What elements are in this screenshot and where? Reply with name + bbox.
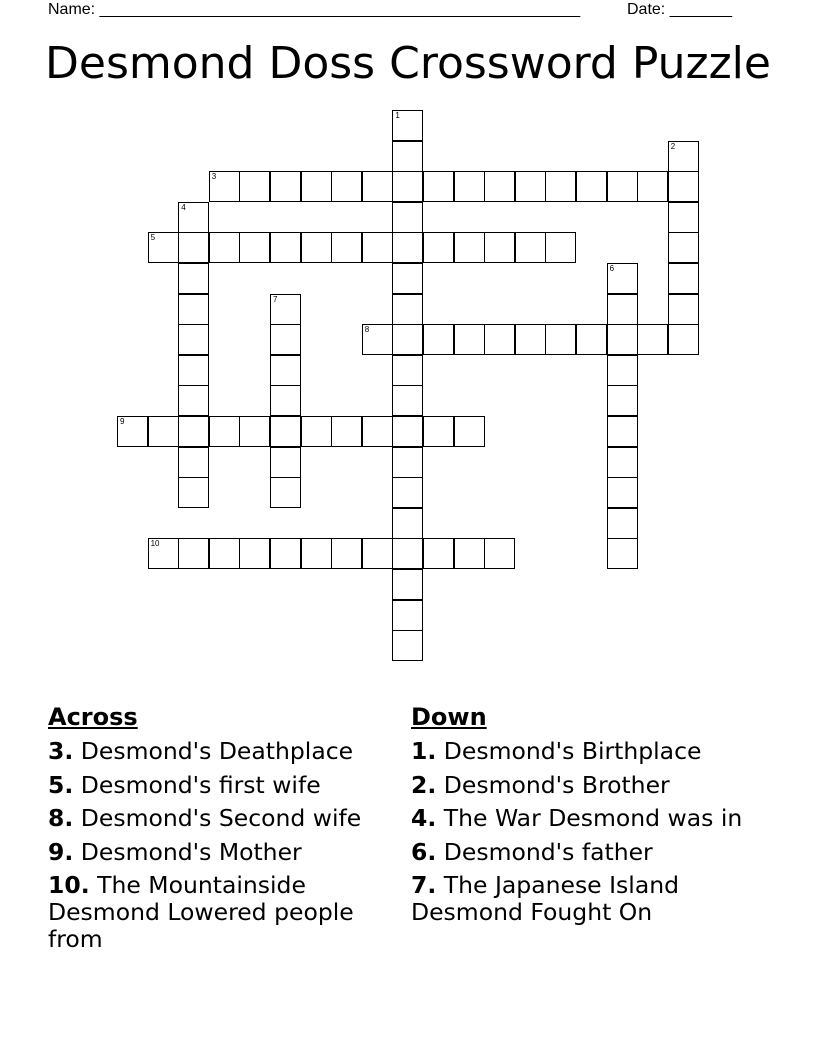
grid-cell[interactable] bbox=[392, 110, 423, 141]
grid-cell[interactable] bbox=[148, 416, 179, 447]
grid-cell[interactable] bbox=[178, 447, 209, 478]
grid-cell[interactable] bbox=[301, 232, 332, 263]
grid-cell[interactable] bbox=[270, 355, 301, 386]
grid-cell[interactable] bbox=[607, 385, 638, 416]
clue-number: 7. bbox=[411, 871, 437, 899]
grid-cell[interactable] bbox=[270, 538, 301, 569]
grid-cell[interactable] bbox=[392, 141, 423, 172]
grid-cell[interactable] bbox=[239, 416, 270, 447]
clue-number: 8. bbox=[48, 804, 74, 832]
grid-cell[interactable] bbox=[392, 202, 423, 233]
grid-cell[interactable] bbox=[607, 538, 638, 569]
grid-cell[interactable] bbox=[545, 324, 576, 355]
grid-cell[interactable] bbox=[362, 538, 393, 569]
grid-cell[interactable] bbox=[454, 324, 485, 355]
grid-cell[interactable] bbox=[392, 171, 423, 202]
grid-cell[interactable] bbox=[270, 477, 301, 508]
grid-cell[interactable] bbox=[362, 232, 393, 263]
grid-cell[interactable] bbox=[392, 263, 423, 294]
clue-text: The Japanese Island Desmond Fought On bbox=[411, 871, 680, 926]
clue-text: Desmond's Brother bbox=[443, 770, 670, 799]
grid-cell[interactable] bbox=[148, 232, 179, 263]
grid-cell[interactable] bbox=[423, 538, 454, 569]
grid-cell[interactable] bbox=[515, 232, 546, 263]
grid-cell[interactable] bbox=[515, 171, 546, 202]
grid-cell[interactable] bbox=[454, 416, 485, 447]
across-clue bbox=[48, 738, 388, 765]
clue-number-label: 1 bbox=[395, 111, 400, 120]
grid-cell[interactable] bbox=[392, 294, 423, 325]
grid-cell[interactable] bbox=[209, 416, 240, 447]
clue-number-label: 10 bbox=[150, 539, 160, 549]
grid-cell[interactable] bbox=[637, 324, 668, 355]
grid-cell[interactable] bbox=[270, 232, 301, 263]
grid-cell[interactable] bbox=[545, 171, 576, 202]
grid-cell[interactable] bbox=[392, 569, 423, 600]
grid-cell[interactable] bbox=[576, 171, 607, 202]
down-clue bbox=[411, 805, 751, 832]
grid-cell[interactable] bbox=[270, 171, 301, 202]
grid-cell[interactable] bbox=[607, 508, 638, 539]
clue-number: 4. bbox=[411, 804, 437, 832]
clue-number: 10. bbox=[48, 871, 90, 899]
grid-cell[interactable] bbox=[576, 324, 607, 355]
grid-cell[interactable] bbox=[178, 416, 209, 447]
grid-cell[interactable] bbox=[392, 385, 423, 416]
grid-cell[interactable] bbox=[178, 385, 209, 416]
grid-cell[interactable] bbox=[454, 538, 485, 569]
grid-cell[interactable] bbox=[392, 355, 423, 386]
grid-cell[interactable] bbox=[331, 232, 362, 263]
grid-cell[interactable] bbox=[607, 355, 638, 386]
grid-cell[interactable] bbox=[362, 171, 393, 202]
grid-cell[interactable] bbox=[545, 232, 576, 263]
grid-cell[interactable] bbox=[668, 263, 699, 294]
grid-cell[interactable] bbox=[178, 232, 209, 263]
clue-text: Desmond's father bbox=[443, 837, 653, 866]
grid-cell[interactable] bbox=[392, 600, 423, 631]
grid-cell[interactable] bbox=[178, 263, 209, 294]
grid-cell[interactable] bbox=[454, 232, 485, 263]
grid-cell[interactable] bbox=[515, 324, 546, 355]
across-clue bbox=[48, 805, 388, 832]
grid-cell[interactable] bbox=[301, 171, 332, 202]
grid-cell[interactable] bbox=[607, 447, 638, 478]
grid-cell[interactable] bbox=[607, 416, 638, 447]
grid-cell[interactable] bbox=[148, 538, 179, 569]
grid-cell[interactable] bbox=[239, 538, 270, 569]
grid-cell[interactable] bbox=[178, 294, 209, 325]
across-clue bbox=[48, 839, 388, 866]
grid-cell[interactable] bbox=[668, 324, 699, 355]
clue-number-label: 9 bbox=[120, 417, 125, 426]
clue-number-label: 4 bbox=[181, 202, 186, 212]
across-clue bbox=[48, 872, 388, 953]
grid-cell[interactable] bbox=[392, 477, 423, 508]
grid-cell[interactable] bbox=[331, 416, 362, 447]
clue-text: Desmond's Deathplace bbox=[80, 737, 354, 765]
grid-cell[interactable] bbox=[423, 171, 454, 202]
clue-number: 1. bbox=[411, 737, 437, 765]
name-line: Name: ______________________________________________________ bbox=[48, 1, 581, 18]
grid-cell[interactable] bbox=[423, 416, 454, 447]
grid-cell[interactable] bbox=[484, 232, 515, 263]
clue-text: Desmond's first wife bbox=[80, 770, 321, 799]
grid-cell[interactable] bbox=[239, 171, 270, 202]
clue-number-label: 2 bbox=[670, 141, 676, 151]
clue-number: 6. bbox=[411, 837, 437, 866]
grid-cell[interactable] bbox=[668, 171, 699, 202]
clue-number-label: 7 bbox=[273, 294, 278, 304]
down-clue bbox=[411, 872, 751, 926]
grid-cell[interactable] bbox=[178, 324, 209, 355]
clue-text: Desmond's Birthplace bbox=[443, 737, 702, 765]
grid-cell[interactable] bbox=[392, 324, 423, 355]
clue-text: The War Desmond was in bbox=[443, 804, 743, 832]
down-clue bbox=[411, 738, 751, 765]
grid-cell[interactable] bbox=[392, 538, 423, 569]
grid-cell[interactable] bbox=[331, 171, 362, 202]
clue-number: 3. bbox=[48, 737, 74, 765]
clue-number-label: 8 bbox=[364, 325, 370, 335]
grid-cell[interactable] bbox=[270, 324, 301, 355]
down-clues bbox=[411, 702, 751, 933]
grid-cell[interactable] bbox=[668, 141, 699, 172]
clue-number-label: 5 bbox=[150, 233, 156, 243]
grid-cell[interactable] bbox=[668, 232, 699, 263]
grid-cell[interactable] bbox=[668, 202, 699, 233]
grid-cell[interactable] bbox=[637, 171, 668, 202]
grid-cell[interactable] bbox=[484, 171, 515, 202]
grid-cell[interactable] bbox=[178, 477, 209, 508]
grid-cell[interactable] bbox=[178, 355, 209, 386]
grid-cell[interactable] bbox=[392, 630, 423, 661]
grid-cell[interactable] bbox=[239, 232, 270, 263]
grid-cell[interactable] bbox=[454, 171, 485, 202]
across-clue bbox=[48, 772, 388, 799]
clue-text: The Mountainside Desmond Lowered people from bbox=[48, 871, 354, 953]
grid-cell[interactable] bbox=[209, 538, 240, 569]
grid-cell[interactable] bbox=[209, 232, 240, 263]
page-title: Desmond Doss Crossword Puzzle bbox=[45, 38, 771, 89]
grid-cell[interactable] bbox=[270, 416, 301, 447]
grid-cell[interactable] bbox=[607, 324, 638, 355]
clue-number-label: 6 bbox=[609, 264, 615, 273]
grid-cell[interactable] bbox=[117, 416, 148, 447]
grid-cell[interactable] bbox=[301, 416, 332, 447]
grid-cell[interactable] bbox=[423, 232, 454, 263]
grid-cell[interactable] bbox=[607, 171, 638, 202]
clue-number: 9. bbox=[48, 837, 74, 866]
grid-cell[interactable] bbox=[178, 538, 209, 569]
grid-cell[interactable] bbox=[270, 294, 301, 325]
grid-cell[interactable] bbox=[209, 171, 240, 202]
grid-cell[interactable] bbox=[362, 324, 393, 355]
down-clue bbox=[411, 839, 751, 866]
grid-cell[interactable] bbox=[331, 538, 362, 569]
grid-cell[interactable] bbox=[423, 324, 454, 355]
clue-text: Desmond's Second wife bbox=[80, 804, 362, 832]
grid-cell[interactable] bbox=[392, 447, 423, 478]
grid-cell[interactable] bbox=[178, 202, 209, 233]
grid-cell[interactable] bbox=[668, 294, 699, 325]
grid-cell[interactable] bbox=[270, 447, 301, 478]
clue-number-label: 3 bbox=[211, 172, 217, 182]
clue-text: Desmond's Mother bbox=[80, 837, 302, 866]
grid-cell[interactable] bbox=[392, 508, 423, 539]
grid-cell[interactable] bbox=[301, 538, 332, 569]
down-clue bbox=[411, 772, 751, 799]
clue-number: 2. bbox=[411, 770, 437, 799]
down-heading: Down bbox=[411, 703, 487, 731]
clue-number: 5. bbox=[48, 770, 74, 799]
grid-cell[interactable] bbox=[484, 324, 515, 355]
grid-cell[interactable] bbox=[607, 477, 638, 508]
across-heading: Across bbox=[48, 703, 138, 731]
grid-cell[interactable] bbox=[270, 385, 301, 416]
grid-cell[interactable] bbox=[392, 416, 423, 447]
date-line: Date: _______ bbox=[627, 1, 732, 18]
grid-cell[interactable] bbox=[607, 263, 638, 294]
grid-cell[interactable] bbox=[607, 294, 638, 325]
grid-cell[interactable] bbox=[392, 232, 423, 263]
across-clues bbox=[48, 702, 388, 960]
grid-cell[interactable] bbox=[484, 538, 515, 569]
grid-cell[interactable] bbox=[362, 416, 393, 447]
